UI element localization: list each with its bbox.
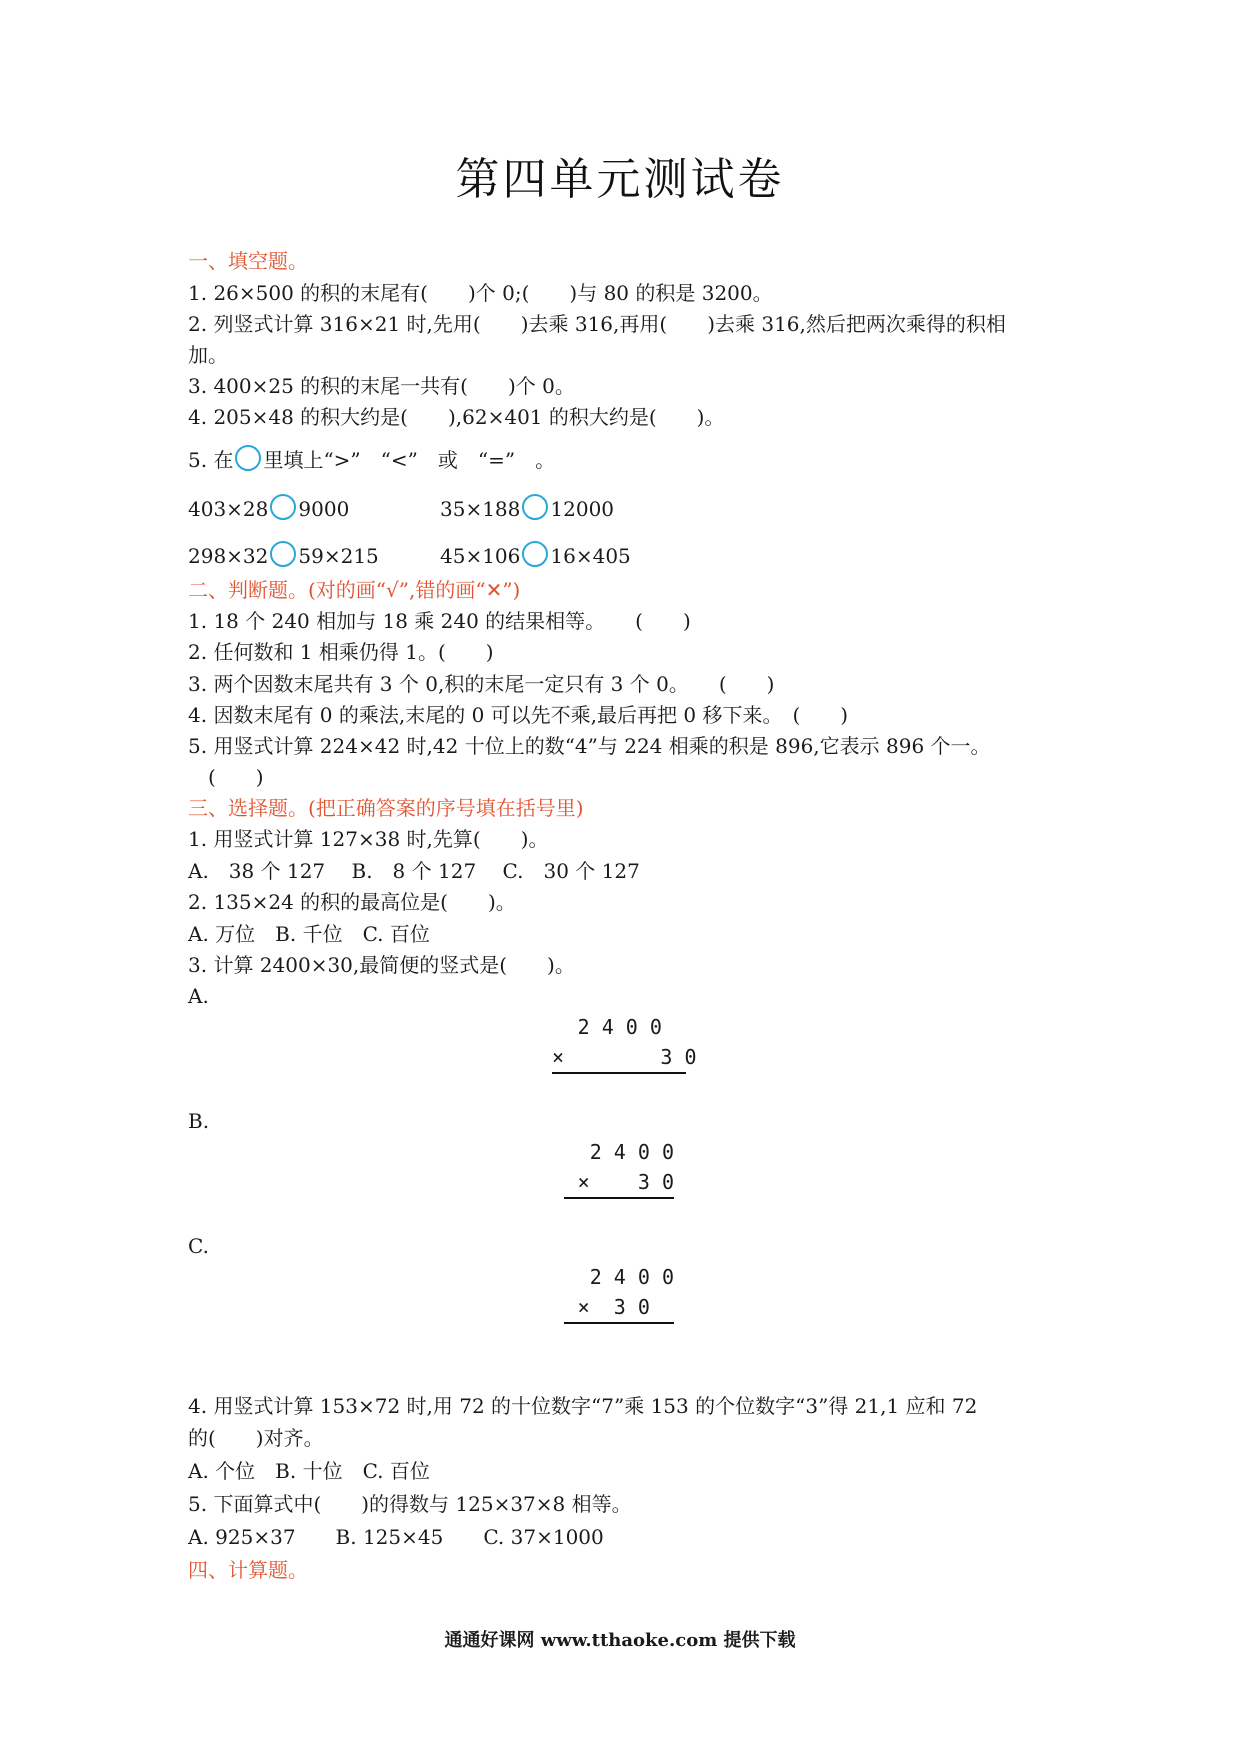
- calc-underline: [564, 1322, 674, 1324]
- s2-question-2: 2. 任何数和 1 相乘仍得 1。( ): [188, 640, 494, 664]
- vertical-calc-top: 2 4 0 0: [577, 1015, 686, 1039]
- s1-question-2-cont: 加。: [188, 343, 228, 367]
- calc-underline: [564, 1197, 674, 1199]
- vertical-calc-c: [564, 1262, 674, 1324]
- calc-underline: [552, 1072, 686, 1074]
- vertical-calc-b: [564, 1137, 674, 1199]
- compare-left: 403×28: [188, 497, 269, 521]
- compare-left: 298×32: [188, 544, 269, 568]
- s1-question-1: 1. 26×500 的积的末尾有( )个 0;( )与 80 的积是 3200。: [188, 281, 773, 305]
- q5-prefix: 5. 在: [188, 448, 234, 472]
- s2-question-1: 1. 18 个 240 相加与 18 乘 240 的结果相等。 ( ): [188, 609, 691, 633]
- s3-question-1: 1. 用竖式计算 127×38 时,先算( )。: [188, 827, 549, 851]
- compare-row-2-b: [440, 541, 631, 570]
- compare-right: 59×215: [298, 544, 379, 568]
- vertical-calc-bottom: × 3 0: [577, 1170, 674, 1194]
- s3-question-5-options: A. 925×37 B. 125×45 C. 37×1000: [188, 1525, 604, 1549]
- s3-question-5: 5. 下面算式中( )的得数与 125×37×8 相等。: [188, 1492, 632, 1516]
- page-title: 第四单元测试卷: [455, 154, 785, 205]
- s3-question-2: 2. 135×24 的积的最高位是( )。: [188, 890, 516, 914]
- compare-left: 45×106: [440, 544, 521, 568]
- compare-row-2: [188, 541, 379, 570]
- s2-question-5: 5. 用竖式计算 224×42 时,42 十位上的数“4”与 224 相乘的积是 896,它表示 896 个一。: [188, 734, 991, 758]
- s2-question-4: 4. 因数末尾有 0 的乘法,末尾的 0 可以先不乘,最后再把 0 移下来。 ( ): [188, 703, 849, 727]
- footer-credit: 通通好课网 www.tthaoke.com 提供下载: [444, 1630, 796, 1651]
- circle-blank-icon[interactable]: [522, 541, 548, 567]
- option-a-label: A.: [188, 984, 209, 1008]
- vertical-calc-top: 2 4 0 0: [589, 1140, 674, 1164]
- s3-question-2-options: A. 万位 B. 千位 C. 百位: [188, 922, 430, 946]
- s2-question-3: 3. 两个因数末尾共有 3 个 0,积的末尾一定只有 3 个 0。 ( ): [188, 672, 775, 696]
- s3-question-4-options: A. 个位 B. 十位 C. 百位: [188, 1459, 430, 1483]
- s3-question-4-cont: 的( )对齐。: [188, 1426, 324, 1450]
- s1-question-2: 2. 列竖式计算 316×21 时,先用( )去乘 316,再用( )去乘 316,然后把两次乘得的积相: [188, 312, 1006, 336]
- vertical-calc-a: [552, 1012, 697, 1074]
- vertical-calc-top: 2 4 0 0: [589, 1265, 674, 1289]
- s2-question-5-cont: ( ): [188, 765, 264, 789]
- vertical-calc-bottom: × 3 0: [552, 1045, 697, 1069]
- compare-right: 12000: [550, 497, 615, 521]
- compare-right: 9000: [298, 497, 350, 521]
- s3-question-3: 3. 计算 2400×30,最简便的竖式是( )。: [188, 953, 575, 977]
- compare-row-1: [188, 494, 349, 523]
- section-1-heading: 一、填空题。: [188, 249, 308, 273]
- compare-left: 35×188: [440, 497, 521, 521]
- circle-blank-icon[interactable]: [270, 494, 296, 520]
- q5-suffix: 里填上“>” “<” 或 “=” 。: [263, 448, 556, 472]
- compare-right: 16×405: [550, 544, 631, 568]
- s1-question-5: [188, 445, 555, 474]
- circle-blank-icon[interactable]: [270, 541, 296, 567]
- circle-blank-icon[interactable]: [522, 494, 548, 520]
- vertical-calc-bottom: × 3 0: [577, 1295, 674, 1319]
- compare-row-1-b: [440, 494, 614, 523]
- s1-question-3: 3. 400×25 的积的末尾一共有( )个 0。: [188, 374, 575, 398]
- section-4-heading: 四、计算题。: [188, 1558, 308, 1582]
- circle-blank-icon: [235, 445, 261, 471]
- section-2-heading: 二、判断题。(对的画“√”,错的画“✕”): [188, 578, 521, 602]
- s3-question-1-options: A. 38 个 127 B. 8 个 127 C. 30 个 127: [188, 859, 640, 883]
- s3-question-4: 4. 用竖式计算 153×72 时,用 72 的十位数字“7”乘 153 的个位数字“3”得 21,1 应和 72: [188, 1394, 978, 1418]
- option-c-label: C.: [188, 1234, 209, 1258]
- section-3-heading: 三、选择题。(把正确答案的序号填在括号里): [188, 796, 584, 820]
- s1-question-4: 4. 205×48 的积大约是( ),62×401 的积大约是( )。: [188, 405, 725, 429]
- option-b-label: B.: [188, 1109, 210, 1133]
